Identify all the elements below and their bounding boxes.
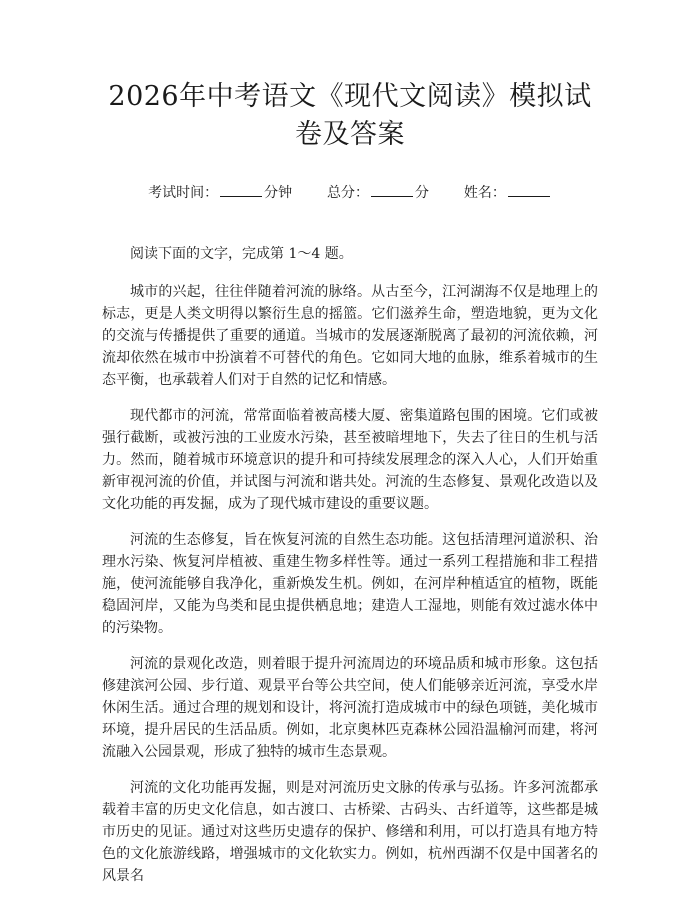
passage-paragraph-3: 河流的生态修复，旨在恢复河流的自然生态功能。这包括清理河道淤积、治理水污染、恢复河岸植被、重建生物多样性等。通过一系列工程措施和非工程措施，使河流能够自我净化，重新焕发生机。例如，在河岸种植适宜的植物，既能稳固河岸，又能为鸟类和昆虫提供栖息地；建造人工湿地，则能有效过滤水体中的污染物。 [102, 532, 598, 636]
total-score-blank [371, 182, 413, 197]
passage-paragraph-1: 城市的兴起，往往伴随着河流的脉络。从古至今，江河湖海不仅是地理上的标志，更是人类文明得以繁衍生息的摇篮。它们滋养生命，塑造地貌，更为文化的交流与传播提供了重要的通道。当城市的发展逐渐脱离了最初的河流依赖，河流却依然在城市中扮演着不可替代的角色。它如同大地的血脉，维系着城市的生态平衡，也承载着人们对于自然的记忆和情感。 [102, 284, 598, 388]
passage-paragraph-4: 河流的景观化改造，则着眼于提升河流周边的环境品质和城市形象。这包括修建滨河公园、步行道、观景平台等公共空间，使人们能够亲近河流，享受水岸休闲生活。通过合理的规划和设计，将河流打造成城市中的绿色项链，美化城市环境，提升居民的生活品质。例如，北京奥林匹克森林公园沿温榆河而建，将河流融入公园景观，形成了独特的城市生态景观。 [102, 656, 598, 760]
exam-time-blank [220, 182, 262, 197]
student-name-label: 姓名： [463, 185, 506, 201]
exam-info-line [102, 182, 598, 203]
total-score-label: 总分： [327, 185, 369, 201]
passage-paragraph-5: 河流的文化功能再发掘，则是对河流历史文脉的传承与弘扬。许多河流都承载着丰富的历史文化信息，如古渡口、古桥梁、古码头、古纤道等，这些都是城市历史的见证。通过对这些历史遗存的保护、修缮和利用，可以打造具有地方特色的文化旅游线路，增强城市的文化软实力。例如，杭州西湖不仅是中国著名的风景名 [102, 780, 598, 884]
document-title: 2026年中考语文《现代文阅读》模拟试卷及答案 [108, 81, 592, 150]
reading-instruction: 阅读下面的文字，完成第 1～4 题。 [130, 246, 353, 262]
student-name-blank [508, 182, 550, 197]
exam-time-unit: 分钟 [264, 185, 293, 201]
total-score-unit: 分 [415, 185, 429, 201]
passage-paragraph-2: 现代都市的河流，常常面临着被高楼大厦、密集道路包围的困境。它们或被强行截断，或被污浊的工业废水污染，甚至被暗埋地下，失去了往日的生机与活力。然而，随着城市环境意识的提升和可持续发展理念的深入人心，人们开始重新审视河流的价值，并试图与河流和谐共处。河流的生态修复、景观化改造以及文化功能的再发掘，成为了现代城市建设的重要议题。 [102, 408, 598, 512]
reading-passage [102, 243, 598, 887]
exam-time-label: 考试时间： [148, 185, 219, 201]
